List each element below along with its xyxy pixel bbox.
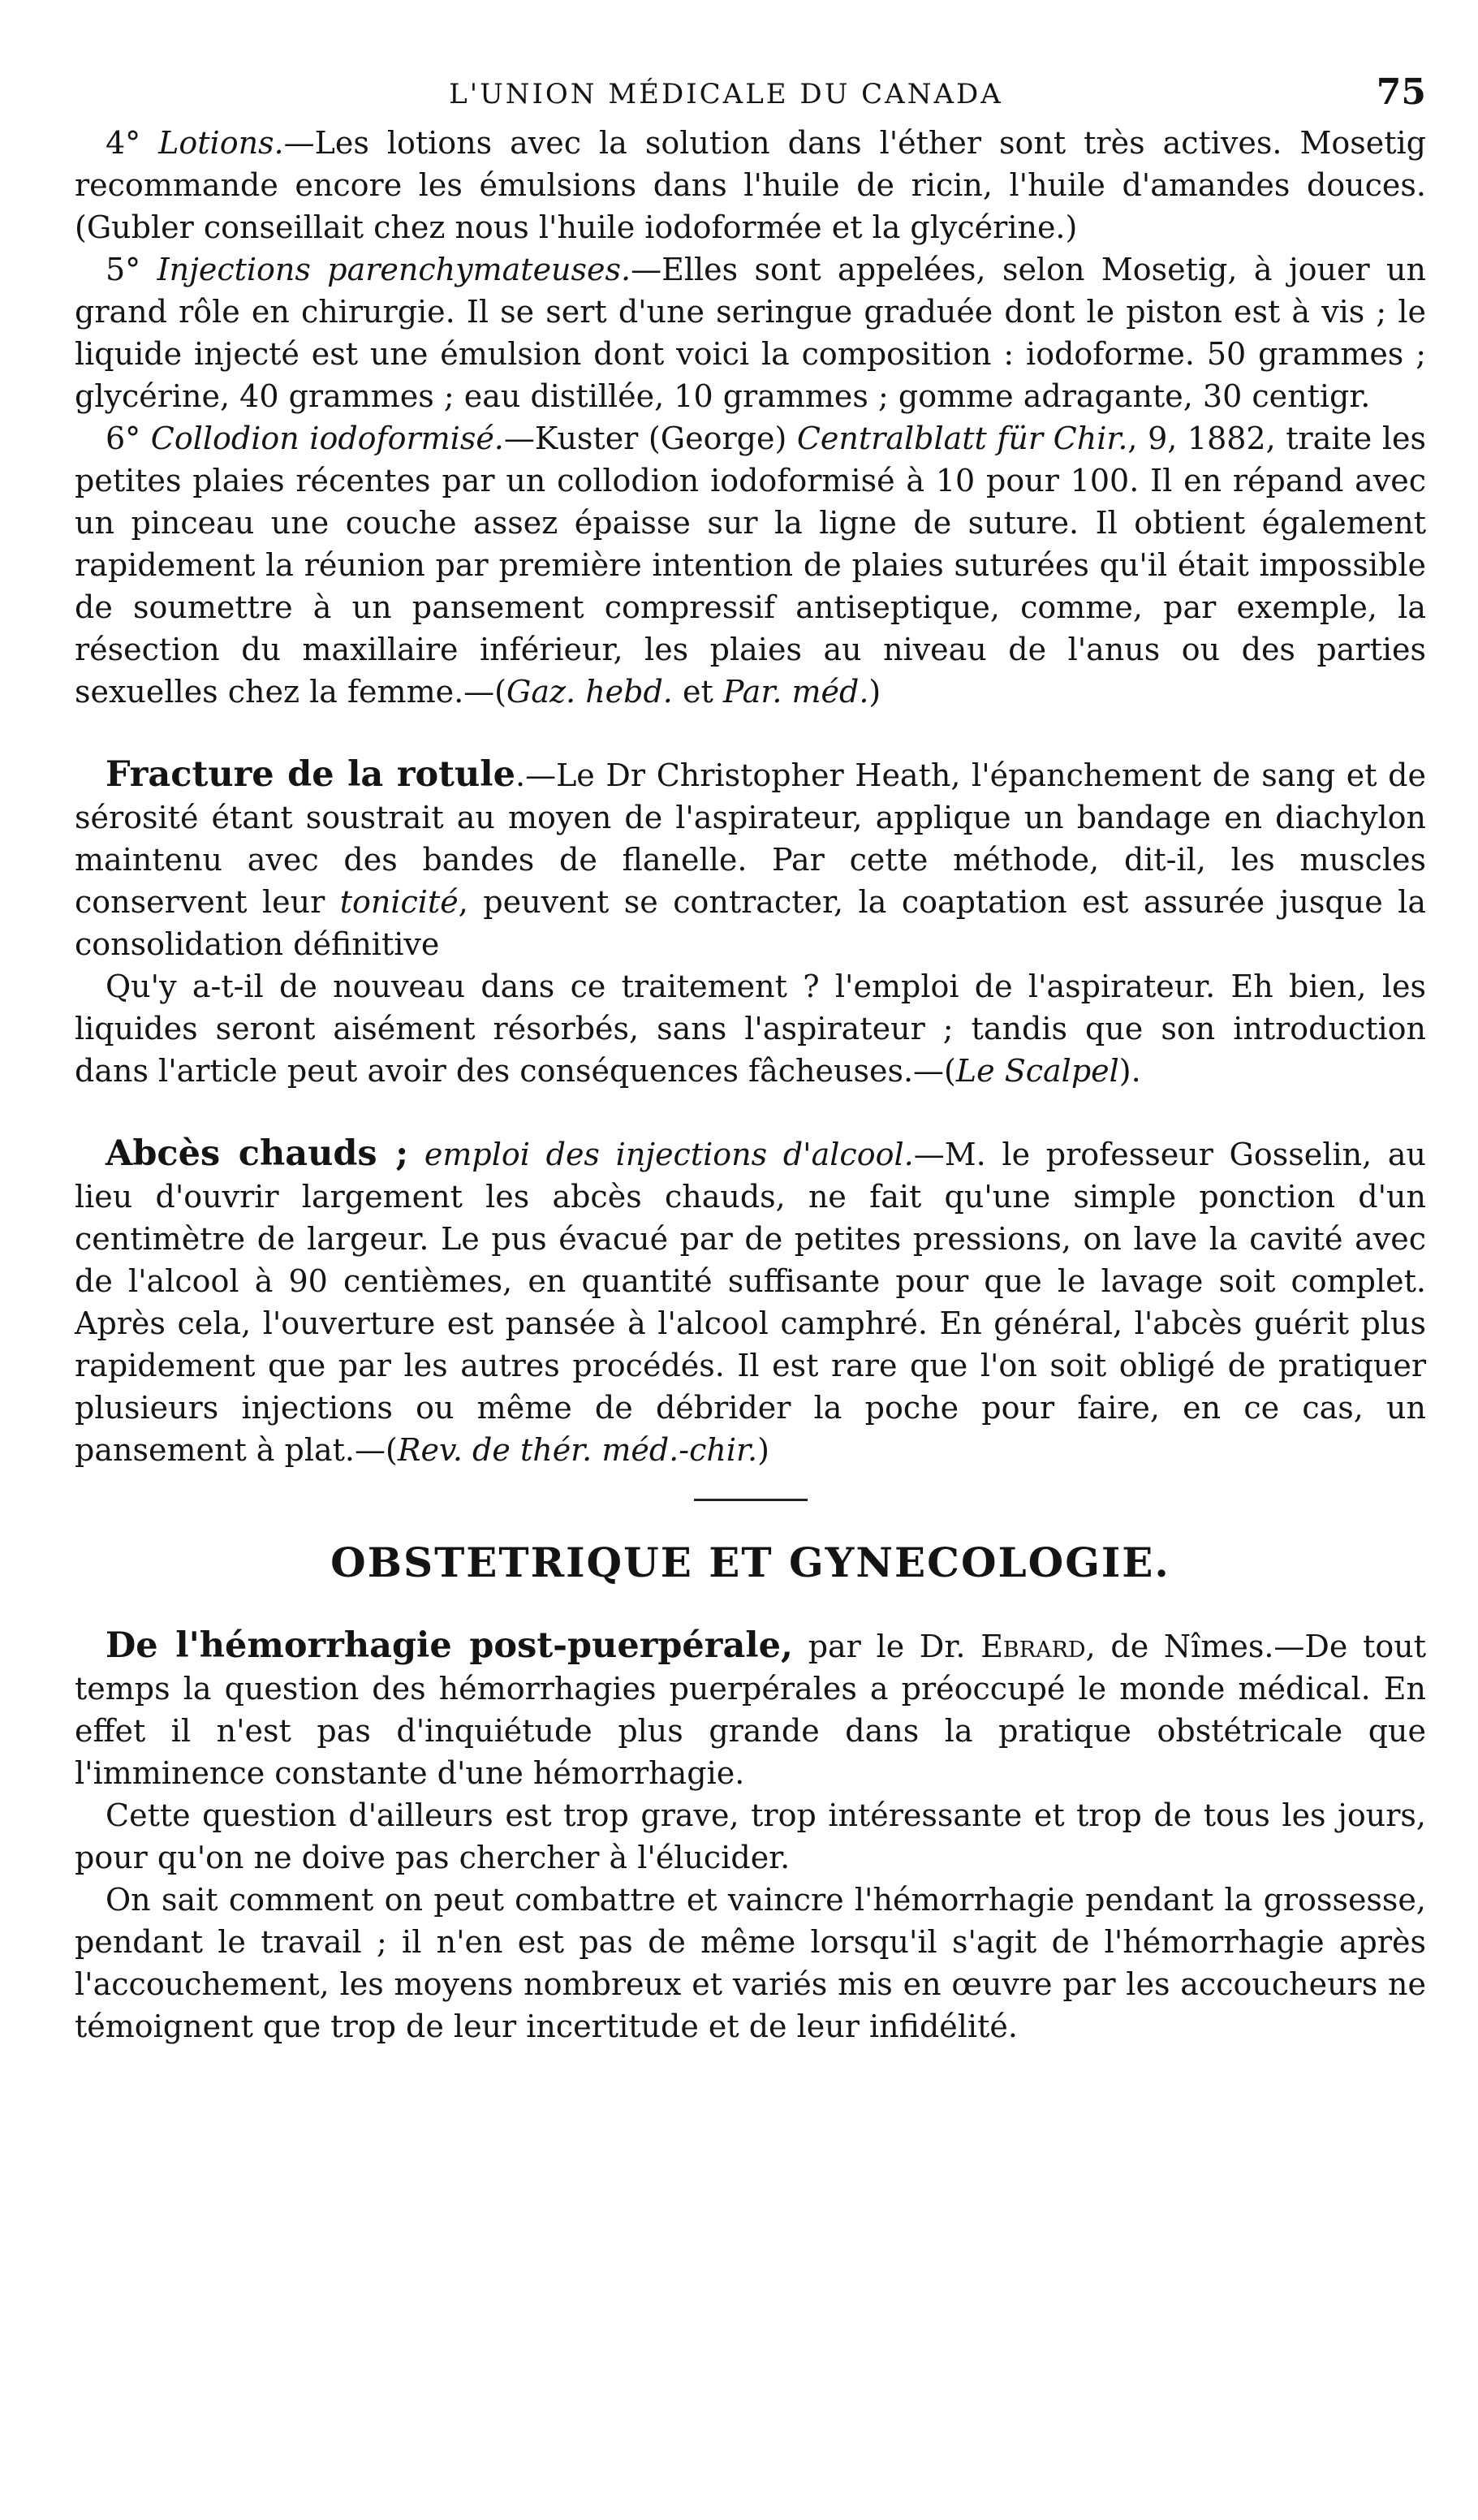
paragraph-hemorrhagie-2 bbox=[75, 1794, 1426, 1879]
source-citation: Rev. de thér. méd.-chir. bbox=[397, 1432, 758, 1468]
spacer bbox=[75, 1587, 1426, 1625]
article-heading: Abcès chauds ; bbox=[106, 1133, 409, 1174]
paragraph-text: —Les lotions avec la solution dans l'éther sont très actives. Mosetig recommande encore les émulsions dans l'huile de ricin, l'huile d'amandes douces. (Gubler conseillait chez nous l'huile iodoformée et la glycérine.) bbox=[75, 125, 1426, 245]
paragraph-text: Qu'y a-t-il de nouveau dans ce traitement ? l'emploi de l'aspirateur. Eh bien, les liquides seront aisément résorbés, sans l'aspirateur ; tandis que son introduction dans l'article peut avoir des conséquences fâcheuses.—( bbox=[75, 969, 1426, 1089]
item-number: 4° bbox=[106, 125, 159, 161]
paragraph-collodion bbox=[75, 417, 1426, 713]
section-title: OBSTETRIQUE ET GYNECOLOGIE. bbox=[330, 1538, 1170, 1586]
paragraph-text: On sait comment on peut combattre et vaincre l'hémorrhagie pendant la grossesse, pendant le travail ; il n'en est pas de même lorsqu'il s'agit de l'hémorrhagie après l'accouchement, les moyens nombreux et variés mis en œuvre par les accoucheurs ne témoignent que trop de leur incertitude et de leur infidélité. bbox=[75, 1882, 1426, 2044]
item-title: Lotions. bbox=[158, 125, 284, 161]
paragraph-text: —Elles sont appelées, selon Mosetig, à jouer un grand rôle en chirurgie. Il se sert d'une seringue graduée dont le piston est à vis ; le liquide injecté est une émulsion dont voici la composition : iodoforme. 50 grammes ; glycérine, 40 grammes ; eau distillée, 10 grammes ; gomme adragante, 30 centigr. bbox=[75, 252, 1426, 414]
section-divider bbox=[694, 1499, 808, 1501]
item-title: Collodion iodoformisé. bbox=[150, 421, 504, 456]
spacer bbox=[75, 1092, 1426, 1133]
byline: par le Dr. bbox=[792, 1629, 981, 1664]
paragraph-text: ). bbox=[1118, 1053, 1141, 1089]
paragraph-text: —M. le professeur Gosselin, au lieu d'ouvrir largement les abcès chauds, ne fait qu'une simple ponction d'un centimètre de largeur. Le pus évacué par de petites pressions, on lave la cavité avec de l'alcool à 90 centièmes, en quantité suffisante pour que le lavage soit complet. Après cela, l'ouverture est pansée à l'alcool camphré. En général, l'abcès guérit plus rapidement que par les autres procédés. Il est rare que l'on soit obligé de pratiquer plusieurs injections ou même de débrider la poche pour faire, en ce cas, un pansement à plat.—( bbox=[75, 1137, 1426, 1468]
paragraph-text: , peuvent se contracter, la coaptation est assurée jusque la consolidation définitive bbox=[75, 884, 1426, 962]
author-name: Ebrard bbox=[980, 1629, 1086, 1664]
emphasis: tonicité bbox=[339, 884, 459, 920]
paragraph-text: —De tout temps la question des hémorrhagies puerpérales a préoccupé le monde médical. En effet il n'est pas d'inquiétude plus grande dans la pratique obstétricale que l'imminence constante d'une hémorrhagie. bbox=[75, 1629, 1426, 1791]
item-number: 6° bbox=[106, 421, 151, 456]
paragraph-hemorrhagie-3 bbox=[75, 1879, 1426, 2048]
article-subheading: emploi des injections d'alcool. bbox=[408, 1137, 914, 1172]
paragraph-text: Cette question d'ailleurs est trop grave, trop intéressante et trop de tous les jours, pour qu'on ne doive pas chercher à l'élucider. bbox=[75, 1797, 1426, 1875]
paragraph-abces bbox=[75, 1133, 1426, 1471]
paragraph-text: ) bbox=[868, 674, 881, 710]
paragraph-fracture bbox=[75, 753, 1426, 965]
spacer bbox=[75, 713, 1426, 753]
page-number: 75 bbox=[1376, 71, 1426, 113]
running-title: L'UNION MÉDICALE DU CANADA bbox=[449, 78, 1003, 110]
item-number: 5° bbox=[106, 252, 157, 287]
running-head bbox=[75, 65, 1426, 122]
article-heading: Fracture de la rotule bbox=[106, 754, 515, 795]
source-citation: Gaz. hebd. bbox=[506, 674, 673, 710]
article-heading: De l'hémorrhagie post-puerpérale, bbox=[106, 1625, 793, 1666]
paragraph-fracture-continued bbox=[75, 965, 1426, 1092]
paragraph-text: et bbox=[672, 674, 723, 710]
paragraph-injections bbox=[75, 248, 1426, 417]
item-title: Injections parenchymateuses. bbox=[157, 252, 631, 287]
paragraph-text: , 9, 1882, traite les petites plaies récentes par un collodion iodoformisé à 10 pour 100. Il en répand avec un pinceau une couche assez épaisse sur la ligne de suture. Il obtient également rapidement la réunion par première intention de plaies suturées qu'il était impossible de soumettre à un pansement compressif antiseptique, comme, par exemple, la résection du maxillaire inférieur, les plaies au niveau de l'anus ou des parties sexuelles chez la femme.—( bbox=[75, 421, 1426, 710]
byline: , de Nîmes. bbox=[1085, 1629, 1274, 1664]
source-citation: Centralblatt für Chir. bbox=[796, 421, 1128, 456]
paragraph-hemorrhagie bbox=[75, 1625, 1426, 1794]
paragraph-text: .—Le Dr Christopher Heath, l'épanchement de sang et de sérosité étant soustrait au moyen de l'aspirateur, applique un bandage en diachylon maintenu avec des bandes de flanelle. Par cette méthode, dit-il, les muscles conservent leur bbox=[75, 757, 1426, 920]
paragraph-text: —Kuster (George) bbox=[503, 421, 797, 456]
paragraph-text: ) bbox=[757, 1432, 769, 1468]
paragraph-lotions bbox=[75, 122, 1426, 248]
source-citation: Le Scalpel bbox=[955, 1053, 1119, 1089]
source-citation: Par. méd. bbox=[722, 674, 869, 710]
journal-page bbox=[75, 65, 1426, 2048]
